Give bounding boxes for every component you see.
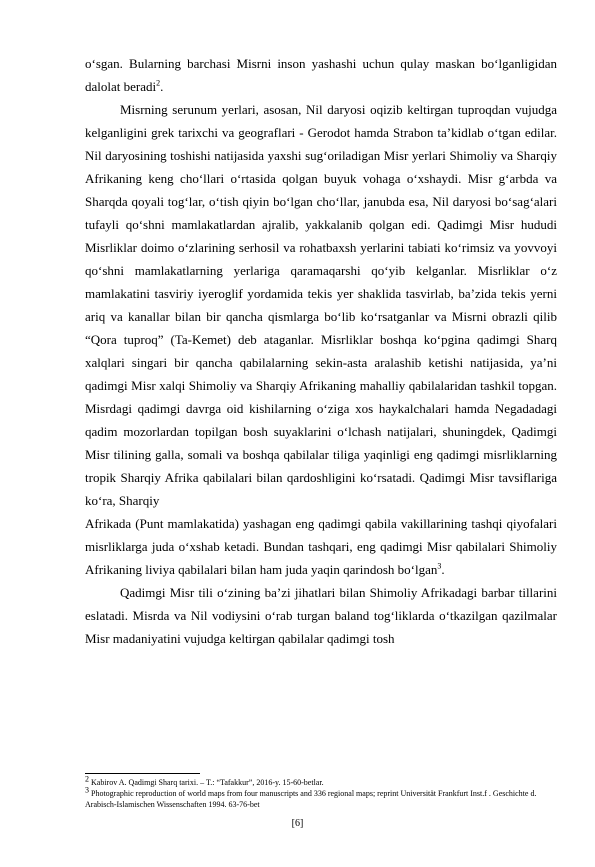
paragraph-2: Misrning serunum yerlari, asosan, Nil daryosi oqizib keltirgan tuproqdan vujudga kelganligini grek tarixchi va geograflari - Gerodot hamda Strabon ta’kidlab o‘tgan edilar. Nil daryosining toshishi natijasida yaxshi sug‘oriladigan Misr yerlari Shimoliy va Sharqiy Afrikaning keng cho‘llari o‘rtasida qolgan buyuk vohaga o‘xshaydi. Misr g‘arbda va Sharqda qoyali tog‘lar, o‘tish qiyin bo‘lgan cho‘llar, janubda esa, Nil daryosi bo‘sag‘alari tufayli qo‘shni mamlakatlardan ajralib, yakkalanib qolgan edi. Qadimgi Misr hududi Misrliklar doimo o‘zlarining serhosil va rohatbaxsh yerlarini tabiati ko‘rimsiz va yovvoyi qo‘shni mamlakatlarning yerlariga qaramaqarshi qo‘yib kelganlar. Misrliklar o‘z mamlakatini tasviriy iyeroglif yordamida tekis yer shaklida tasvirlab, ba’zida tekis yerni ariq va kanallar bilan bir qancha qismlarga bo‘lib ko‘rsatganlar va Misrni obrazli qilib “Qora tuproq” (Ta-Kemet) deb ataganlar. Misrliklar boshqa ko‘pgina qadimgi Sharq xalqlari singari bir qancha qabilalarning sekin-asta aralashib ketishi natijasida, ya’ni qadimgi Misr xalqi Shimoliy va Sharqiy Afrikaning mahalliy qabilalaridan tashkil topgan. Misrdagi qadimgi davrga oid kishilarning o‘ziga xos haykalchalari hamda Negadadagi qadim mozorlardan topilgan bosh suyaklarini o‘lchash natijalari, shuningdek, Qadimgi Misr tilining galla, somali va boshqa qabilalar tiliga yaqinligi eng qadimgi misrliklarning tropik Sharqiy Afrika qabilalari bilan qardoshligini ko‘rsatadi. Qadimgi Misr tavsiflariga ko‘ra, Sharqiy [85,102,557,508]
paragraph-1-end: . [160,79,164,94]
footnote-ref-3[interactable]: 3 [437,561,442,571]
paragraph-4: Qadimgi Misr tili o‘zining ba’zi jihatlari bilan Shimoliy Afrikadagi barbar tillarini eslatadi. Misrda va Nil vodiysini o‘rab turgan baland tog‘liklarda o‘tkazilgan qazilmalar Misr madaniyatini vujudga keltirgan qabilalar qadimgi tosh [85,585,557,646]
paragraph-3-text: Afrikada (Punt mamlakatida) yashagan eng qadimgi qabila vakillarining tashqi qiyofalari misrliklarga juda o‘xshab ketadi. Bundan tashqari, eng qadimgi Misr qabilalari Shimoliy Afrikaning liviya qabilalari bilan ham juda yaqin qarindosh bo‘lgan [85,516,557,577]
footnotes [85,774,557,810]
footnote-2-mark: 2 [85,774,89,784]
footnote-ref-2[interactable]: 2 [156,78,161,88]
footnote-divider [85,773,200,774]
footnote-3 [85,785,557,810]
footnote-3-mark: 3 [85,785,89,795]
paragraph-1-text: o‘sgan. Bularning barchasi Misrni inson yashashi uchun qulay maskan bo‘lganligidan dalolat beradi [85,56,557,94]
footnote-2-text: Kabirov A. Qadimgi Sharq tarixi. – T.: “Tafakkur”, 2016-y. 15-60-betlar. [89,778,324,787]
paragraph-1 [85,52,557,98]
page-number: [6] [291,818,304,829]
footnote-2 [85,774,557,788]
paragraph-3 [85,512,557,581]
footnote-3-text: Photographic reproduction of world maps from four manuscripts and 336 regional maps; reprint Universität Frankfurt Inst.f . Geschichte d. Arabisch-Islamischen Wissenschaften 1994. 63-76-bet [85,789,537,809]
paragraph-3-end: . [441,562,445,577]
document-body [85,52,557,650]
